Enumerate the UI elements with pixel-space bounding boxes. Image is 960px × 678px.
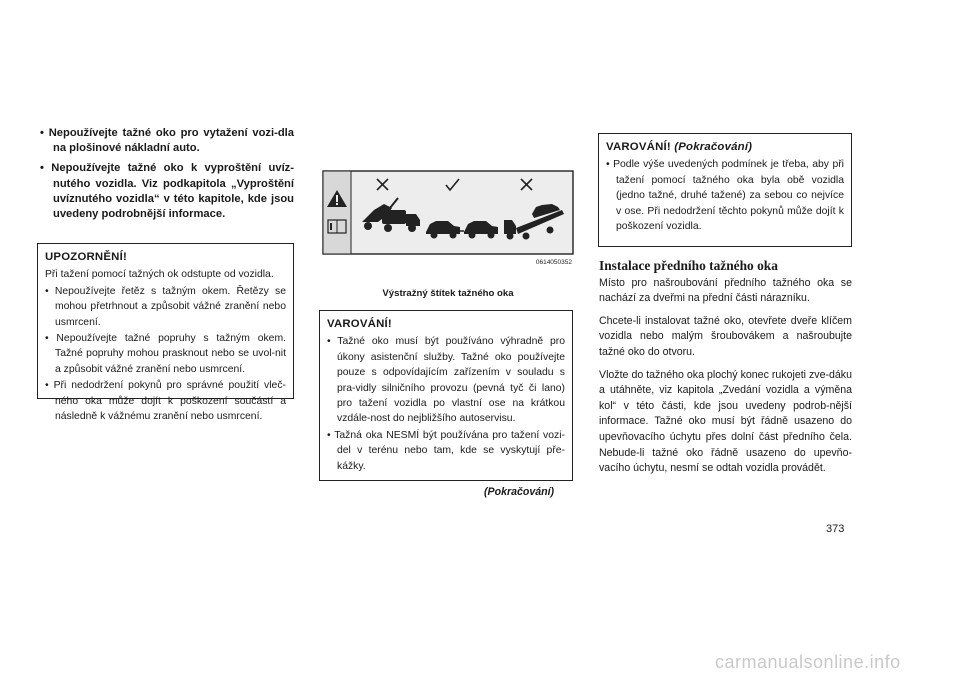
section-title: Instalace předního tažného oka [599, 258, 778, 273]
figure-code: 0614050352 [535, 259, 572, 266]
bullet-no-recovery: • Nepoužívejte tažné oko k vyproštění uvíz-nutého vozidla. Viz podkapitola „Vyproštění uvíznutého vozidla“ v této kapitole, kde jsou uvedeny podrobnější informace. [40, 162, 294, 221]
paragraph: Vložte do tažného oka plochý konec rukojeti zve-dáku a utáhněte, viz kapitola „Zvedání vozidla a výměna kol“ v této části, kde jsou uvedeny podrob-nější informace. Tažné oko musí být řádně usazeno do upevňovacího úchytu přes dolní část předního čela. Nebude-li tažné oko řádně usazeno do upevňo-vacího úchytu, nesmí se odtah vozidla provádět. [599, 368, 852, 475]
page-number: 373 [826, 523, 845, 535]
paragraph: Chcete-li instalovat tažné oko, otevřete dveře klíčem vozidla nebo malým šroubovákem a našroubujte tažné oko do otvoru. [599, 314, 852, 358]
figure-caption: Výstražný štítek tažného oka [382, 288, 514, 299]
warning-item: • Podle výše uvedených podmínek je třeba, aby při tažení pomocí tažného oka byla obě vozidla (jedno tažné, druhé tažené) za sebou co nejvíce v ose. Při nedodržení těchto pokynů může dojít k poškození vozidla. [606, 159, 844, 233]
warning-label-figure [322, 170, 574, 270]
caution-box [37, 243, 294, 423]
caution-title: UPOZORNĚNÍ! [45, 251, 127, 263]
bullet-no-flatbed: • Nepoužívejte tažné oko pro vytažení vozi-dla na plošinové nákladní auto. [40, 127, 294, 155]
warning-item: • Tažné oko musí být používáno výhradně pro úkony asistenční služby. Tažné oko používejte pouze s odpovídajícím zařízením v souladu s pra-vidly silničního provozu (pevná tyč či lano) pro tažení vozidla po vlastní ose na krátkou vzdále-nost do nejbližšího autoservisu. [327, 336, 565, 425]
warning-box [319, 310, 573, 481]
left-column [40, 126, 294, 227]
warning-item: • Tažná oka NESMÍ být používána pro tažení vozi-del v terénu nebo tam, kde se vyskytují pře-kážky. [327, 429, 565, 472]
right-column [599, 258, 852, 484]
warning-title: VAROVÁNÍ! [606, 141, 671, 153]
caution-item: • Nepoužívejte tažné popruhy s tažným okem. Tažné popruhy mohou prasknout nebo se uvol-nit a způsobit vážné zranění nebo usmrcení. [45, 333, 286, 375]
warning-continued-box [598, 133, 852, 247]
caution-intro: Při tažení pomocí tažných ok odstupte od vozidla. [45, 269, 274, 281]
paragraph: Místo pro našroubování předního tažného oka se nachází za dveřmi na přední části nárazníku. [599, 276, 852, 305]
continued-label: (Pokračování) [484, 486, 555, 498]
tow-hook-warning-label [322, 170, 574, 270]
warning-title-continued: (Pokračování) [674, 141, 753, 153]
watermark: carmanualsonline.info [715, 652, 901, 672]
warning-title: VAROVÁNÍ! [327, 318, 392, 330]
caution-item: • Při nedodržení pokynů pro správné použití vleč-ného oka může dojít k poškození součástí a následně k vážnému zranění nebo usmrcení. [45, 380, 286, 423]
caution-item: • Nepoužívejte řetěz s tažným okem. Řetězy se mohou přetrhnout a způsobit vážné zranění nebo usmrcení. [45, 285, 286, 328]
warning-continued-title [606, 140, 844, 155]
